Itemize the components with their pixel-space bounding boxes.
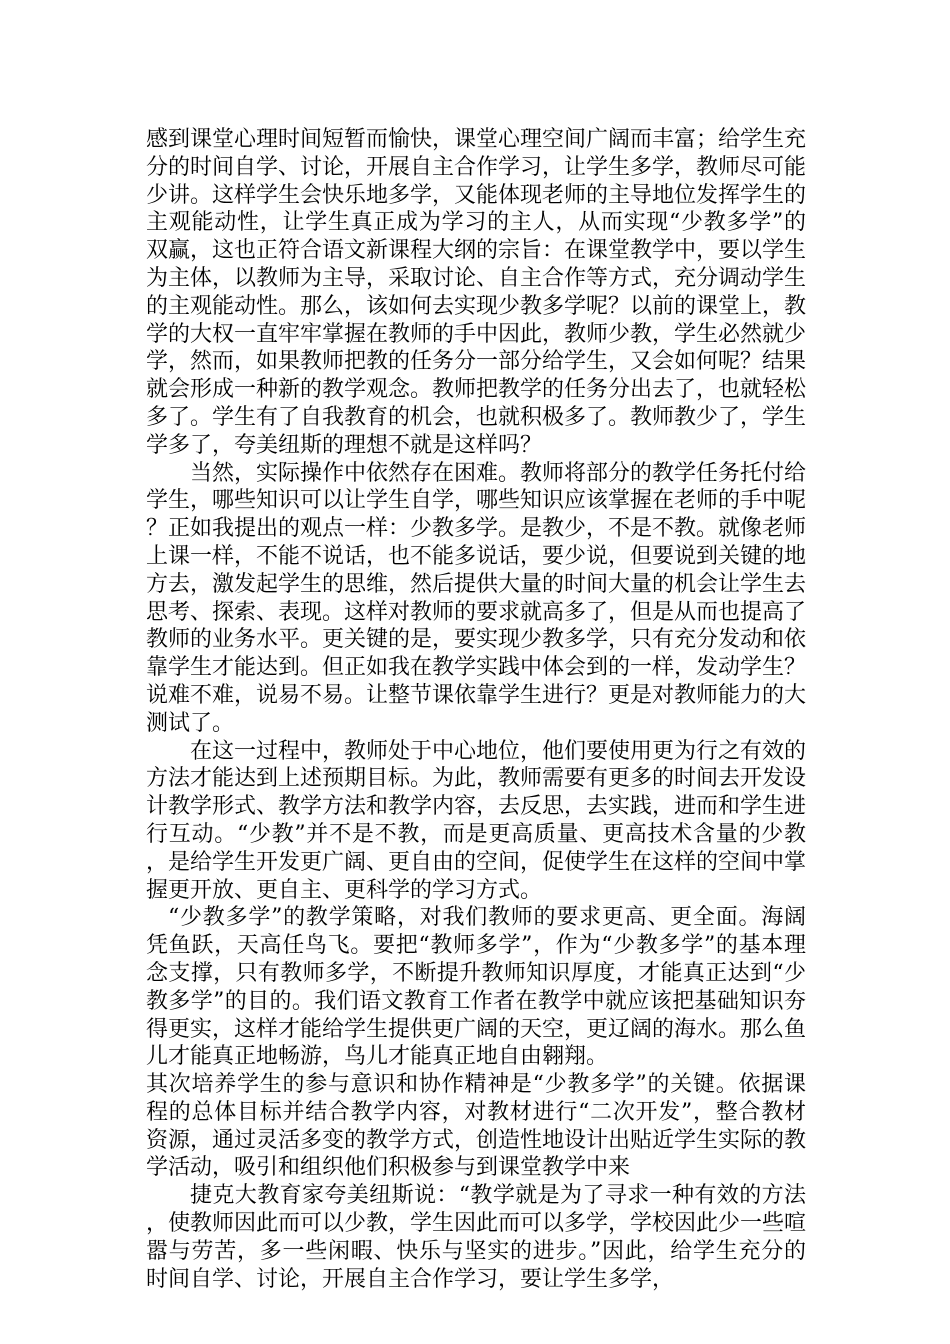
paragraph-comenius-quote: 捷克大教育家夸美纽斯说：“教学就是为了寻求一种有效的方法，使教师因此而可以少教，学生因此而可以多学，学校因此少一些喧嚣与劳苦，多一些闲暇、快乐与坚实的进步。”因此，给学生充分的时间自学、讨论，开展自主合作学习，要让学生多学， (146, 1183, 807, 1292)
paragraph-participation: 其次培养学生的参与意识和协作精神是“少教多学”的关键。依据课程的总体目标并结合教学内容，对教材进行“二次开发”，整合教材资源，通过灵活多变的教学方式，创造性地设计出贴近学生实际的教学活动，吸引和组织他们积极参与到课堂教学中来 (146, 1072, 807, 1181)
document-body (146, 126, 806, 1293)
paragraph-teacher-role: 在这一过程中，教师处于中心地位，他们要使用更为行之有效的方法才能达到上述预期目标。为此，教师需要有更多的时间去开发设计教学形式、教学方法和教学内容，去反思，去实践，进而和学生进行互动。“少教”并不是不教，而是更高质量、更高技术含量的少教，是给学生开发更广阔、更自由的空间，促使学生在这样的空间中掌握更开放、更自主、更科学的学习方式。 (146, 738, 807, 903)
paragraph-teaching-strategy: “少教多学”的教学策略，对我们教师的要求更高、更全面。海阔凭鱼跃，天高任鸟飞。要把“教师多学”，作为“少教多学”的基本理念支撑，只有教师多学，不断提升教师知识厚度，才能真正达到“少教多学”的目的。我们语文教育工作者在教学中就应该把基础知识夯得更实，这样才能给学生提供更广阔的天空，更辽阔的海水。那么鱼儿才能真正地畅游，鸟儿才能真正地自由翱翔。 (146, 905, 807, 1070)
paragraph-difficulties: 当然，实际操作中依然存在困难。教师将部分的教学任务托付给学生，哪些知识可以让学生自学，哪些知识应该掌握在老师的手中呢？正如我提出的观点一样：少教多学。是教少，不是不教。就像老师上课一样，不能不说话，也不能多说话，要少说，但要说到关键的地方去，激发起学生的思维，然后提供大量的时间大量的机会让学生去思考、探索、表现。这样对教师的要求就高多了，但是从而也提高了教师的业务水平。更关键的是，要实现少教多学，只有充分发动和依靠学生才能达到。但正如我在教学实践中体会到的一样，发动学生？说难不难，说易不易。让整节课依靠学生进行？更是对教师能力的大测试了。 (146, 460, 807, 736)
paragraph-continuation: 感到课堂心理时间短暂而愉快，课堂心理空间广阔而丰富；给学生充分的时间自学、讨论，开展自主合作学习，让学生多学，教师尽可能少讲。这样学生会快乐地多学，又能体现老师的主导地位发挥学生的主观能动性，让学生真正成为学习的主人，从而实现“少教多学”的双赢，这也正符合语文新课程大纲的宗旨：在课堂教学中，要以学生为主体，以教师为主导，采取讨论、自主合作等方式，充分调动学生的主观能动性。那么，该如何去实现少教多学呢？以前的课堂上，教学的大权一直牢牢掌握在教师的手中因此，教师少教，学生必然就少学，然而，如果教师把教的任务分一部分给学生，又会如何呢？结果就会形成一种新的教学观念。教师把教学的任务分出去了，也就轻松多了。学生有了自我教育的机会，也就积极多了。教师教少了，学生学多了，夸美纽斯的理想不就是这样吗？ (146, 127, 807, 458)
